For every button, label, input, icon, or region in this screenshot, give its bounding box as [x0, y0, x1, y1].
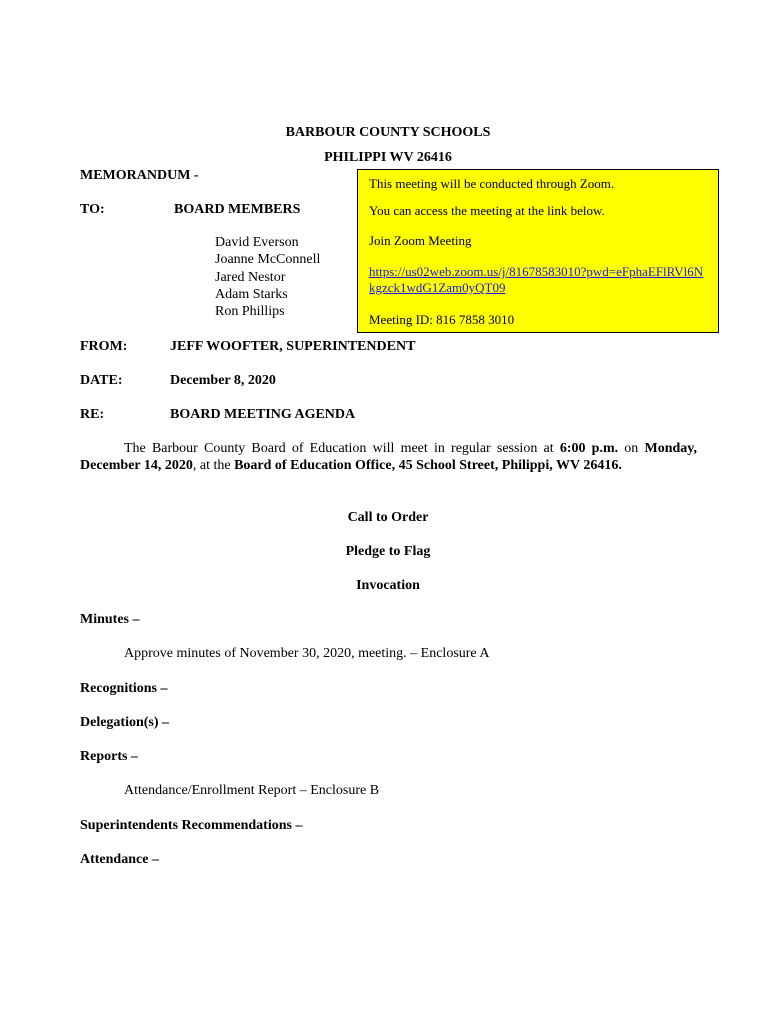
re-value: BOARD MEETING AGENDA [170, 407, 356, 422]
intro-paragraph [80, 440, 697, 474]
agenda-reports: Reports – [80, 749, 138, 764]
member-name: Adam Starks [215, 286, 288, 302]
meeting-id: Meeting ID: 816 7858 3010 [369, 312, 515, 327]
org-location: PHILIPPI WV 26416 [324, 150, 452, 165]
intro-text2: on [618, 441, 645, 456]
intro-place: Board of Education Office, 45 School Street, Philippi, WV 26416. [234, 458, 622, 473]
zoom-link-line1[interactable]: https://us02web.zoom.us/j/81678583010?pwd=eFphaEFlRVl6N [369, 264, 704, 279]
agenda-invocation: Invocation [356, 578, 420, 593]
agenda-minutes: Minutes – [80, 612, 140, 627]
from-label: FROM: [80, 339, 128, 354]
zoom-notice-line1: This meeting will be conducted through Zoom. [369, 176, 615, 191]
agenda-reports-item: Attendance/Enrollment Report – Enclosure B [124, 783, 380, 798]
intro-date: Monday, December 14, 2020 [80, 441, 697, 473]
memo-title: MEMORANDUM - [80, 168, 199, 183]
date-value: December 8, 2020 [170, 373, 276, 388]
board-members-list [215, 234, 320, 320]
agenda-superintendent-recommendations: Superintendents Recommendations – [80, 818, 303, 833]
agenda-recognitions: Recognitions – [80, 681, 168, 696]
to-value: BOARD MEMBERS [174, 202, 301, 217]
agenda-call-to-order: Call to Order [347, 510, 429, 525]
org-title: BARBOUR COUNTY SCHOOLS [285, 125, 491, 140]
join-zoom-label: Join Zoom Meeting [369, 233, 472, 248]
member-name: Ron Phillips [215, 304, 285, 320]
member-name: David Everson [215, 235, 299, 250]
agenda-delegations: Delegation(s) – [80, 715, 170, 730]
to-label: TO: [80, 202, 105, 217]
member-name: Jared Nestor [215, 269, 286, 285]
intro-text1: The Barbour County Board of Education will meet in regular session at [124, 441, 560, 456]
re-label: RE: [80, 407, 105, 422]
zoom-notice-box [357, 169, 719, 333]
agenda-attendance: Attendance – [80, 852, 159, 867]
agenda-pledge: Pledge to Flag [345, 544, 431, 559]
agenda-minutes-item: Approve minutes of November 30, 2020, meeting. – Enclosure A [124, 646, 490, 661]
intro-text3: , at the [192, 458, 235, 473]
member-name: Joanne McConnell [215, 252, 321, 268]
zoom-notice-line2: You can access the meeting at the link below. [369, 203, 605, 218]
date-label: DATE: [80, 373, 123, 388]
zoom-link[interactable] [369, 264, 703, 296]
zoom-link-line2[interactable]: kgzck1wdG1Zam0yQT09 [369, 280, 506, 295]
intro-time: 6:00 p.m. [559, 441, 619, 456]
from-value: JEFF WOOFTER, SUPERINTENDENT [170, 339, 416, 354]
